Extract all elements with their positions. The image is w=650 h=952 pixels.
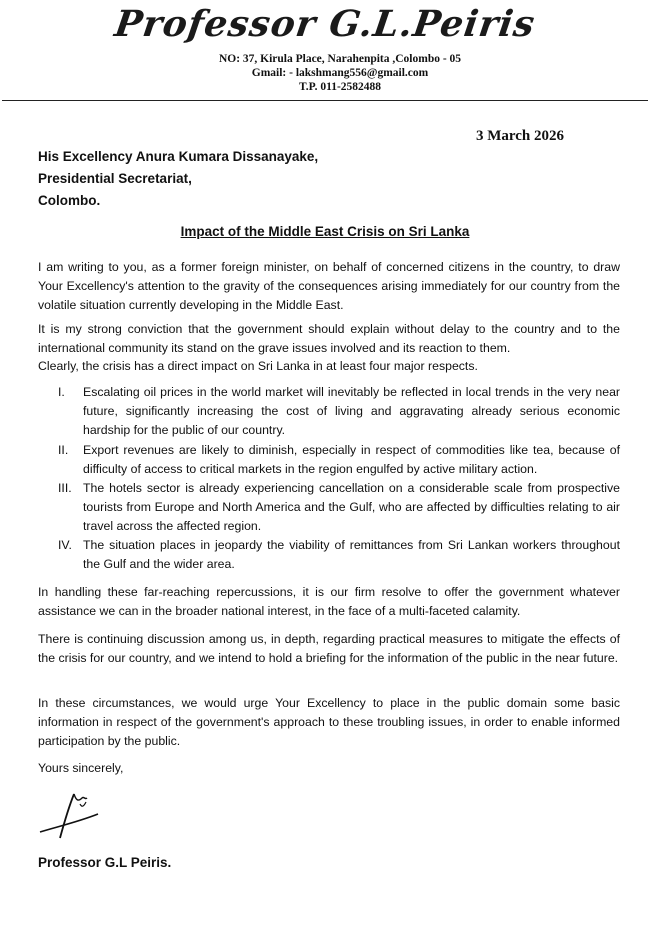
paragraph-1: I am writing to you, as a former foreign minister, on behalf of concerned citizens in the country, to draw Your Excellency's attention to the gravity of the consequences arising immediately for our country from the volatile situation currently developing in the Middle East.: [38, 260, 620, 312]
letterhead-address: NO: 37, Kirula Place, Narahenpita ,Colombo - 05: [218, 53, 462, 65]
letterhead-phone: T.P. 011-2582488: [298, 81, 382, 93]
letterhead-divider: [2, 100, 648, 101]
paragraph-2: It is my strong conviction that the government should explain without delay to the country and to the international community its stand on the grave issues involved and its reaction to them.: [38, 322, 620, 355]
letter-subject: Impact of the Middle East Crisis on Sri Lanka: [180, 224, 470, 239]
list-number: II.: [58, 443, 69, 457]
letterhead-email: Gmail: - lakshmang556@gmail.com: [251, 67, 429, 79]
list-number: III.: [58, 481, 72, 495]
signatory-name: Professor G.L Peiris.: [38, 855, 172, 870]
list-text: The hotels sector is already experiencing cancellation on a considerable scale from prospective tourists from Europe and North America and the Gulf, who are affected by difficulties relating to air travel across the affected region.: [83, 481, 620, 533]
signature-image: [36, 786, 126, 846]
list-text: The situation places in jeopardy the viability of remittances from Sri Lankan workers throughout the Gulf and the wider area.: [83, 538, 620, 571]
recipient-line-1: His Excellency Anura Kumara Dissanayake,: [38, 149, 319, 164]
list-text: Escalating oil prices in the world market will inevitably be reflected in local trends in the very near future, significantly increasing the cost of living and aggravating already serious economic hardship for the public of our country.: [83, 385, 620, 437]
paragraph-3: Clearly, the crisis has a direct impact on Sri Lanka in at least four major respects.: [38, 359, 478, 373]
paragraph-5: There is continuing discussion among us, in depth, regarding practical measures to mitigate the effects of the crisis for our country, and we intend to hold a briefing for the information of the public in the near future.: [38, 632, 620, 665]
list-text: Export revenues are likely to diminish, especially in respect of commodities like tea, because of difficulty of access to critical markets in the region engulfed by active military action.: [83, 443, 620, 476]
closing: Yours sincerely,: [38, 761, 124, 775]
letterhead-name: Professor G.L.Peiris: [112, 3, 538, 45]
paragraph-4: In handling these far-reaching repercussions, it is our firm resolve to offer the government whatever assistance we can in the broader national interest, in the face of a multi-faceted calamity.: [38, 585, 620, 618]
letter-date: 3 March 2026: [475, 128, 564, 144]
list-number: IV.: [58, 538, 72, 552]
recipient-line-2: Presidential Secretariat,: [38, 171, 192, 186]
list-number: I.: [58, 385, 65, 399]
paragraph-6: In these circumstances, we would urge Your Excellency to place in the public domain some basic information in respect of the government's approach to these troubling issues, in order to enable informed participation by the public.: [38, 696, 620, 748]
recipient-line-3: Colombo.: [38, 193, 101, 208]
